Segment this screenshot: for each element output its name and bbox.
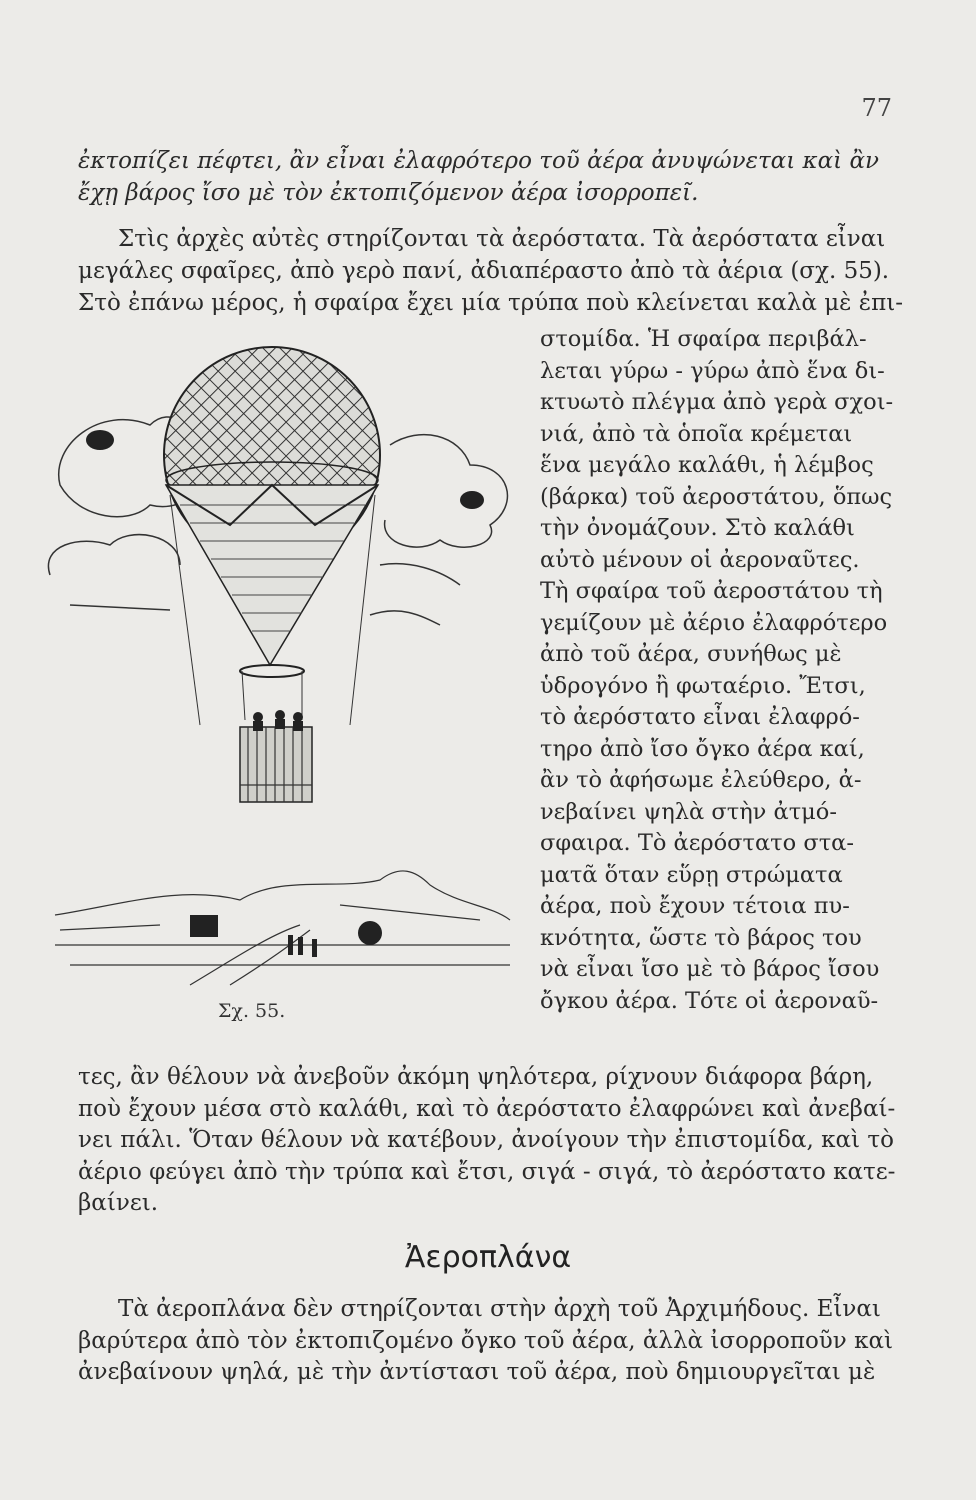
right-column-text — [540, 324, 900, 1017]
body-line: βαρύτερα ἀπὸ τὸν ἐκτοπιζομένο ὄγκο τοῦ ἀέρα, ἀλλὰ ἰσορροποῦν καὶ — [78, 1327, 894, 1354]
section-title: Ἀεροπλάνα — [404, 1240, 572, 1275]
column-line: σφαιρα. Τὸ ἀερόστατο στα- — [540, 830, 854, 856]
column-line: νεβαίνει ψηλὰ στὴν ἀτμό- — [540, 798, 837, 825]
opening-line-1: ἐκτοπίζει πέφτει, ἂν εἶναι ἐλαφρότερο τοῦ ἀέρα ἀνυψώνεται καὶ ἂν — [78, 148, 879, 174]
column-line: (βάρκα) τοῦ ἀεροστάτου, ὅπως — [540, 483, 893, 510]
column-line: νὰ εἶναι ἴσο μὲ τὸ βάρος ἴσου — [540, 956, 880, 982]
column-line: ὑδρογόνο ἢ φωταέριο. Ἔτσι, — [540, 672, 866, 699]
body-line: Τὰ ἀεροπλάνα δὲν στηρίζονται στὴν ἀρχὴ τοῦ Ἀρχιμήδους. Εἶναι — [118, 1296, 881, 1322]
column-line: ἕνα μεγάλο καλάθι, ἡ λέμβος — [540, 452, 874, 478]
column-line: αὐτὸ μένουν οἱ ἀεροναῦτες. — [540, 546, 860, 573]
paragraph-line-2: μεγάλες σφαῖρες, ἀπὸ γερὸ πανί, ἀδιαπέραστο ἀπὸ τὰ ἀέρια (σχ. 55). — [78, 258, 890, 284]
paragraph-line-1: Στὶς ἀρχὲς αὐτὲς στηρίζονται τὰ ἀερόστατα. Τὰ ἀερόστατα εἶναι — [118, 226, 886, 252]
column-line: ἀπὸ τοῦ ἀέρα, συνήθως μὲ — [540, 641, 842, 667]
column-line: ὄγκου ἀέρα. Τότε οἱ ἀεροναῦ- — [540, 987, 879, 1014]
cloud-right — [370, 435, 507, 625]
column-line: ματᾶ ὅταν εὕρῃ στρώματα — [540, 861, 843, 888]
column-line: τηρο ἀπὸ ἴσο ὄγκο ἀέρα καί, — [540, 735, 865, 762]
body-line: τες, ἂν θέλουν νὰ ἀνεβοῦν ἀκόμη ψηλότερα, ρίχνουν διάφορα βάρη, — [78, 1064, 874, 1090]
body-line: ἀνεβαίνουν ψηλά, μὲ τὴν ἀντίστασι τοῦ ἀέρα, ποὺ δημιουργεῖται μὲ — [78, 1359, 876, 1385]
column-line: γεμίζουν μὲ ἀέριο ἐλαφρότερο — [540, 609, 888, 636]
paragraph-line-3: Στὸ ἐπάνω μέρος, ἡ σφαίρα ἔχει μία τρύπα ποὺ κλείνεται καλὰ μὲ ἐπι- — [78, 290, 904, 316]
column-line: κτυωτὸ πλέγμα ἀπὸ γερὰ σχοι- — [540, 389, 894, 415]
body-line: ποὺ ἔχουν μέσα στὸ καλάθι, καὶ τὸ ἀερόστατο ἐλαφρώνει καὶ ἀνεβαί- — [78, 1095, 896, 1122]
column-line: Τὴ σφαίρα τοῦ ἀεροστάτου τὴ — [540, 578, 883, 604]
column-line: λεται γύρω - γύρω ἀπὸ ἕνα δι- — [540, 357, 885, 384]
section-paragraph — [78, 1294, 900, 1389]
column-line: τὸ ἀερόστατο εἶναι ἐλαφρό- — [540, 704, 860, 730]
column-line: ἂν τὸ ἀφήσωμε ἐλεύθερο, ἀ- — [540, 767, 862, 793]
page-number: 77 — [861, 94, 892, 122]
opening-line-2: ἔχῃ βάρος ἴσο μὲ τὸν ἐκτοπιζόμενον ἀέρα ἰσορροπεῖ. — [78, 180, 699, 206]
paragraph-continuation — [78, 1062, 900, 1220]
column-line: ἀέρα, ποὺ ἔχουν τέτοια πυ- — [540, 893, 850, 919]
balloon-illustration — [40, 345, 530, 1035]
body-line: νει πάλι. Ὅταν θέλουν νὰ κατέβουν, ἀνοίγουν τὴν ἐπιστομίδα, καὶ τὸ — [78, 1127, 894, 1153]
column-line: νιά, ἀπὸ τὰ ὁποῖα κρέμεται — [540, 420, 853, 447]
figure-caption: Σχ. 55. — [218, 1000, 286, 1022]
body-line: βαίνει. — [78, 1190, 159, 1216]
column-line: στομίδα. Ἡ σφαίρα περιβάλ- — [540, 326, 867, 352]
column-line: τὴν ὀνομάζουν. Στὸ καλάθι — [540, 515, 855, 541]
column-line: κνότητα, ὥστε τὸ βάρος του — [540, 924, 862, 951]
body-line: ἀέριο φεύγει ἀπὸ τὴν τρύπα καὶ ἔτσι, σιγά - σιγά, τὸ ἀερόστατο κατε- — [78, 1158, 896, 1185]
